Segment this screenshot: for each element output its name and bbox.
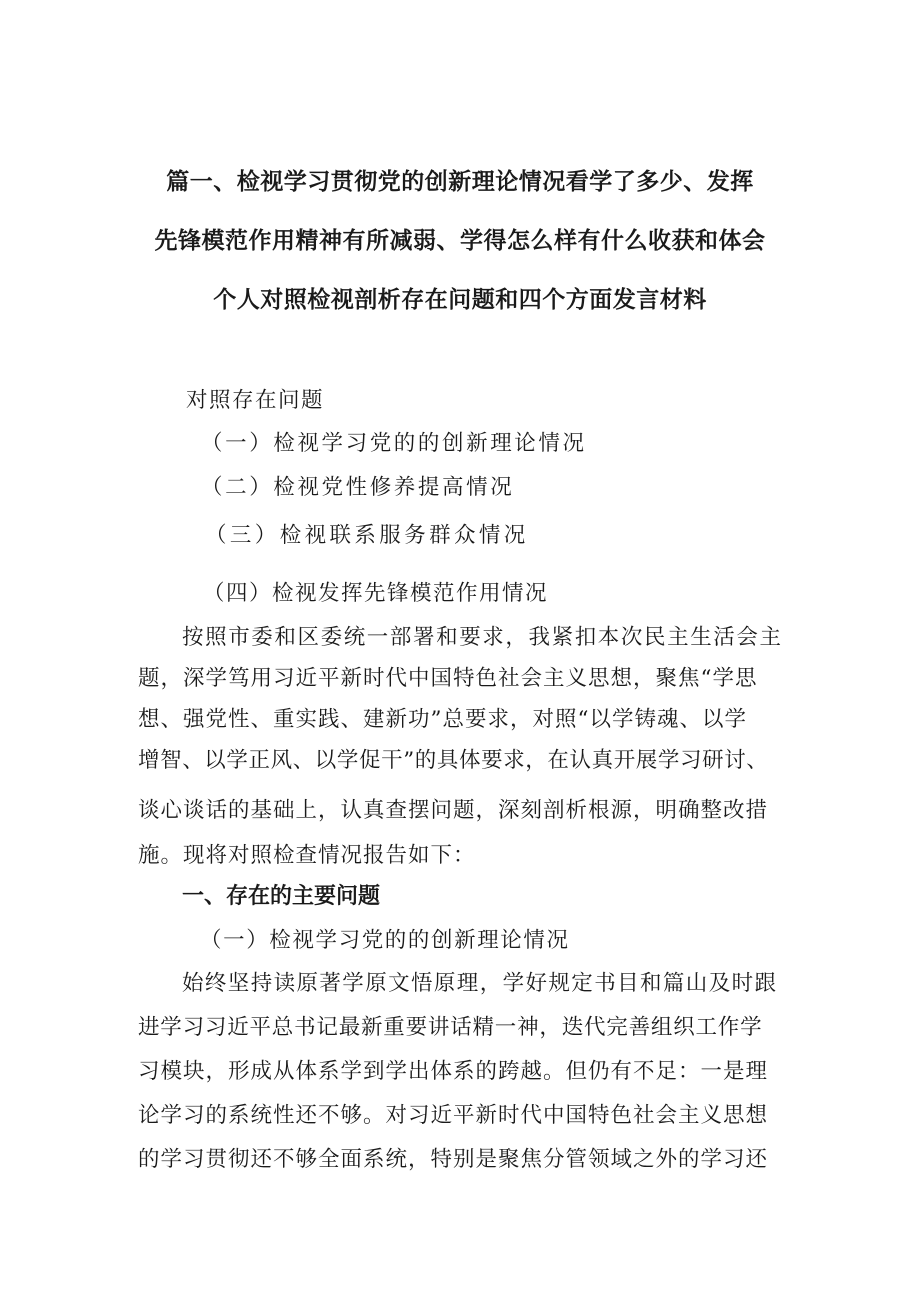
section-1-line-1: 始终坚持读原著学原文悟原理，学好规定书目和篇山及时跟 [182, 971, 778, 996]
outline-heading: 对照存在问题 [186, 388, 325, 413]
document-title-line-2: 先锋模范作用精神有所减弱、学得怎么样有什么收获和体会 [154, 228, 766, 254]
intro-line-4: 增智、以学正风、以学促干”的具体要求，在认真开展学习研讨、 [138, 748, 769, 773]
outline-item-3: （三）检视联系服务群众情况 [205, 523, 529, 548]
section-1-line-3: 习模块，形成从体系学到学出体系的跨越。但仍有不足：一是理 [138, 1059, 769, 1084]
document-title-line-1: 篇一、检视学习贯彻党的创新理论情况看学了多少、发挥 [166, 169, 754, 195]
intro-line-1: 按照市委和区委统一部署和要求，我紧扣本次民主生活会主 [182, 625, 783, 650]
section-1-line-4: 论学习的系统性还不够。对习近平新时代中国特色社会主义思想 [138, 1103, 769, 1128]
outline-item-4: （四）检视发挥先锋模范作用情况 [203, 581, 549, 606]
outline-item-2: （二）检视党性修养提高情况 [201, 475, 515, 500]
section-1-subheading: （一）检视学习党的的创新理论情况 [200, 928, 570, 953]
intro-line-3: 想、强党性、重实践、建新功”总要求，对照“以学铸魂、以学 [138, 707, 747, 732]
intro-line-6: 施。现将对照检查情况报告如下： [138, 843, 476, 868]
intro-line-5: 谈心谈话的基础上，认真查摆问题，深刻剖析根源，明确整改措 [138, 798, 769, 823]
intro-line-2: 题，深学笃用习近平新时代中国特色社会主义思想，聚焦“学思 [138, 666, 758, 691]
outline-item-1: （一）检视学习党的的创新理论情况 [201, 431, 587, 456]
section-1-line-2: 进学习习近平总书记最新重要讲话精一神，迭代完善组织工作学 [138, 1015, 763, 1040]
section-1-heading: 一、存在的主要问题 [182, 884, 381, 909]
document-title-line-3: 个人对照检视剖析存在问题和四个方面发言材料 [213, 287, 707, 313]
section-1-line-5: 的学习贯彻还不够全面系统，特别是聚焦分管领域之外的学习还 [138, 1147, 769, 1172]
